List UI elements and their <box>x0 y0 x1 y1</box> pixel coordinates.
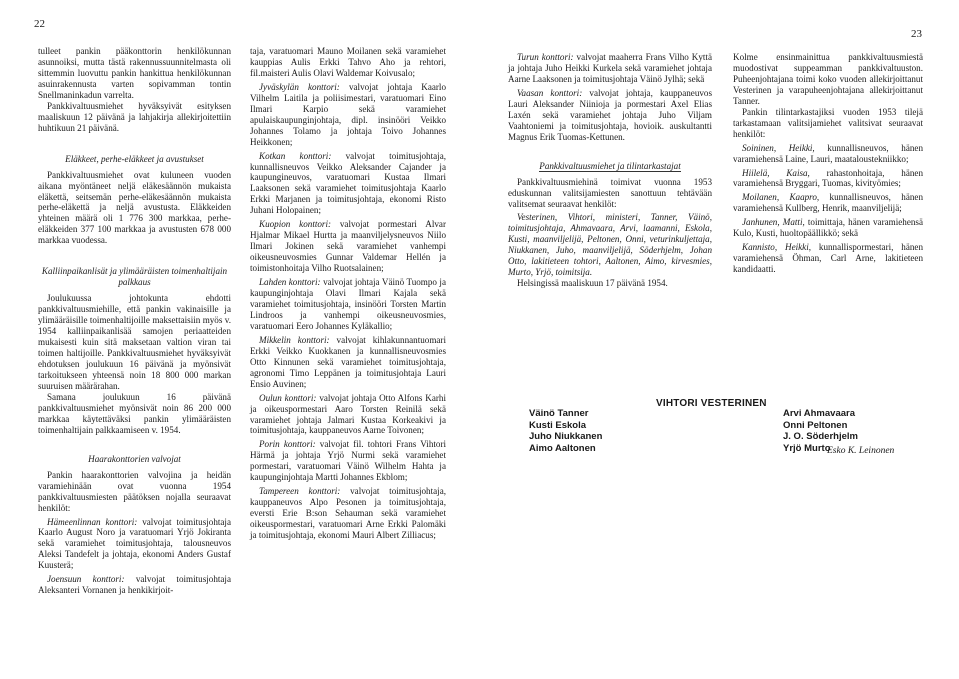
paragraph: Joensuun konttori: valvojat toimitusjohtaja Aleksanteri Vornanen ja henkikirjoit- <box>38 574 231 596</box>
signature-name: Väinö Tanner <box>529 408 589 419</box>
section-heading: Eläkkeet, perhe-eläkkeet ja avustukset <box>65 153 204 164</box>
signature-name: Arvi Ahmavaara <box>783 408 855 419</box>
office-name: Kotkan konttori: <box>259 150 332 161</box>
paragraph: Pankkivaltuusmiehet ovat kuluneen vuoden aikana myöntäneet neljä eläkesäännön mukaista eläkettä, seitsemän perhe-eläkesäännön mukaista perhe-eläkettä ja neljä avustusta. Eläkkeiden yhteinen määrä oli 1 776 300 markkaa, perhe-eläkkeiden 377 100 markkaa ja avustusten 678 000 markkaa vuodessa. <box>38 169 231 246</box>
column-3 <box>508 52 712 289</box>
office-name: Kuopion konttori: <box>259 219 332 230</box>
signature-name: Onni Peltonen <box>783 419 848 431</box>
office-name: Jyväskylän konttori: <box>259 81 340 92</box>
paragraph: Porin konttori: valvojat fil. tohtori Frans Vihtori Härmä ja johtaja Yrjö Nurmi sekä varamiehet pormestari, varatuomari Väinö Wilhelm Hahta ja kaupunginjohtaja Martti Johannes Ekblom; <box>250 439 446 483</box>
auditor-entry: Soininen, Heikki, kunnallisneuvos, hänen varamiehensä Laine, Lauri, maataloustekniikko; <box>733 142 923 164</box>
paragraph: Lahden konttori: valvojat johtaja Väinö Tuompo ja kaupunginjohtaja Olavi Ilmari Kajala sekä varamiehet toimitusjohtaja, insinööri Torsten Martin Lindroos ja vanhempi oikeusneuvosmies, varatuomari Eero Johannes Kyläkallio; <box>250 277 446 331</box>
signature-name: Aimo Aaltonen <box>529 442 596 454</box>
page-number-right: 23 <box>911 28 922 40</box>
auditor-entry: Janhunen, Matti, toimittaja, hänen varamiehensä Kulo, Kusti, huoltopäällikkö; sekä <box>733 217 923 239</box>
page-number-left: 22 <box>34 18 45 30</box>
auditor-name: Hiilelä, Kaisa, <box>742 167 810 178</box>
section-heading: Haarakonttorien valvojat <box>88 453 181 464</box>
signature-chair: VIHTORI VESTERINEN <box>656 398 767 409</box>
auditor-name: Kannisto, Heikki, <box>742 242 812 253</box>
paragraph: Turun konttori: valvojat maaherra Frans Vilho Kyttä ja johtaja Juho Heikki Kurkela sekä varamiehet johtaja Aarne Laaksonen ja toimitusjohtaja Väinö Jylhä; sekä <box>508 52 712 84</box>
auditor-name: Moilanen, Kaapro, <box>742 192 820 203</box>
signatures-left <box>529 408 602 454</box>
office-name: Joensuun konttori: <box>47 574 125 585</box>
paragraph: Kuopion konttori: valvojat pormestari Alvar Hjalmar Mikael Hurtta ja maanviljelysneuvos Niilo Ilmari Jokinen sekä varamiehet vanhempi oikeusneuvosmies Gunnar Valdemar Hellén ja toimistonhoitaja Vilho Ruotsalainen; <box>250 219 446 274</box>
office-name: Tampereen konttori: <box>259 486 341 497</box>
paragraph: Pankin haarakonttorien valvojina ja heidän varamiehinään ovat vuonna 1954 pankkivaltuusmiesten päätöksen nojalla seuraavat henkilöt: <box>38 469 231 513</box>
section-heading: Pankkivaltuusmiehet ja tilintarkastajat <box>539 160 681 171</box>
auditor-entry: Hiilelä, Kaisa, rahastonhoitaja, hänen varamiehensä Bryggari, Tuomas, kivityömies; <box>733 167 923 189</box>
column-1 <box>38 46 231 596</box>
signature-name: J. O. Söderhjelm <box>783 431 858 443</box>
auditor-entry: Moilanen, Kaapro, kunnallisneuvos, hänen varamiehensä Kullberg, Henrik, maanviljelijä; <box>733 192 923 214</box>
paragraph: Pankin tilintarkastajiksi vuoden 1953 tilejä tarkastamaan valitsijamiehet valitsivat seuraavat henkilöt: <box>733 106 923 139</box>
office-name: Turun konttori: <box>517 52 574 62</box>
paragraph: Pankkivaltuusmiehinä toimivat vuonna 1953 eduskunnan valitsijamiesten sanottuun tehtävään valitsemat seuraavat henkilöt: <box>508 176 712 209</box>
paragraph: Kotkan konttori: valvojat toimitusjohtaja, kunnallisneuvos Veikko Aleksander Cajander ja kaupungineuvos, varatuomari Kustaa Ilmari Laaksonen sekä varamiehet toimitusjohtaja Kaarlo Erkki Marjanen ja toimitusjohtaja, ekonomi Risto Juhani Holopainen; <box>250 150 446 216</box>
paragraph: Oulun konttori: valvojat johtaja Otto Alfons Karhi ja oikeuspormestari Aaro Torsten Reinilä sekä varamiehet johtaja Jalmari Kustaa Korkeakivi ja toimitusjohtaja, kauppaneuvos Aarne Toivonen; <box>250 392 446 436</box>
paragraph: Samana joulukuun 16 päivänä pankkivaltuusmiehet myönsivät noin 86 200 000 markkaa käytettäväksi pankin ylimääräisten toimenhaltijain palkkaamiseen v. 1954. <box>38 391 231 435</box>
column-4 <box>733 52 923 275</box>
secretary-signature: Esko K. Leinonen <box>827 446 895 456</box>
paragraph: Hämeenlinnan konttori: valvojat toimitusjohtaja Kaarlo August Noro ja varatuomari Yrjö Jokiranta sekä varamiehet toimitusjohtaja, talousneuvos Aleksi Tandefelt ja johtaja, ekonomi Anders Gustaf Kuusterä; <box>38 516 231 571</box>
signature-name: Kusti Eskola <box>529 419 587 431</box>
paragraph: Pankkivaltuusmiehet hyväksyivät esityksen maaliskuun 12 päivänä ja lahjakirja allekirjoitettiin huhtikuun 21 päivänä. <box>38 100 231 133</box>
column-2 <box>250 46 446 541</box>
paragraph: Mikkelin konttori: valvojat kihlakunnantuomari Erkki Veikko Kuokkanen ja kunnallisneuvosmies Otto Kinnunen sekä varamiehet toimitusjohtaja, agronomi Timo Leppänen ja toimitusjohtaja Lauri Ensio Auvinen; <box>250 334 446 389</box>
office-name: Vaasan konttori: <box>517 87 583 98</box>
paragraph: Joulukuussa johtokunta ehdotti pankkivaltuusmiehille, että pankin vakinaisille ja ylimääräisille toimenhaltijoille maksettaisiin myös v. 1954 kalliinpaikanlisää samojen periaatteiden mukaisesti kuin sitä maksetaan valtion viran tai toimen haltijoille. Pankkivaltuusmiehet hyväksyivät ehdotuksen joulukuun 16 päivänä ja myönsivät tarkoitukseen yhteensä noin 18 800 000 markan suuruisen määrärahan. <box>38 293 231 391</box>
office-name: Lahden konttori: <box>259 277 321 288</box>
signature-name: Juho Niukkanen <box>529 431 603 443</box>
paragraph: Jyväskylän konttori: valvojat johtaja Kaarlo Vilhelm Laitila ja poliisimestari, varatuomari Eino Ilmari Karpio sekä varamiehet apulaiskaupunginjohtaja, dipl. insinööri Veikko Johannes Tolamo ja johtaja Toivo Johannes Heikkonen; <box>250 81 446 147</box>
auditor-name: Soininen, Heikki, <box>742 142 815 153</box>
office-name: Hämeenlinnan konttori: <box>47 516 138 527</box>
signature-name: Yrjö Murto <box>783 442 831 454</box>
place-date: Helsingissä maaliskuun 17 päivänä 1954. <box>517 278 668 289</box>
auditor-entry: Kannisto, Heikki, kunnallispormestari, hänen varamiehensä Öhman, Carl Arne, lakitieteen kandidaatti. <box>733 242 923 275</box>
trustee-list: Vesterinen, Vihtori, ministeri, Tanner, Väinö, toimitusjohtaja, Ahmavaara, Arvi, laamanni, Eskola, Kusti, maanviljelijä, Peltonen, Onni, veturinkuljettaja, Niukkanen, Juho, maanviljelijä, Söderhjelm, Johan Otto, lakitieteen tohtori, Aaltonen, Aimo, kirvesmies, Murto, Yrjö, toimitsija. <box>508 212 712 278</box>
office-name: Oulun konttori: <box>259 392 317 403</box>
section-heading: Kalliinpaikanlisät ja ylimääräisten toimenhaltijain palkkaus <box>41 266 228 288</box>
office-name: Porin konttori: <box>259 439 316 450</box>
paragraph: taja, varatuomari Mauno Moilanen sekä varamiehet kauppias Aulis Erkki Tahvo Aho ja rehtori, fil.maisteri Aulis Olavi Waldemar Koivusalo; <box>250 46 446 78</box>
auditor-name: Janhunen, Matti, <box>742 217 805 228</box>
paragraph: Kolme ensinmainittua pankkivaltuusmiestä muodostivat suppeamman pankkivaltuuston. Puheenjohtajana toimi koko vuoden allekirjoittanut Vesterinen ja varapuheenjohtajana allekirjoittanut Tanner. <box>733 52 923 106</box>
office-name: Mikkelin konttori: <box>259 334 330 345</box>
paragraph: tulleet pankin pääkonttorin henkilökunnan asunnoiksi, mutta tästä rakennussuunnitelmasta oli sittemmin luovuttu pankin hankittua henkilökunnan asuinrakennusta varten sopivamman tontin Snellmaninkadun varrelta. <box>38 46 231 100</box>
paragraph: Vaasan konttori: valvojat johtaja, kauppaneuvos Lauri Aleksander Niinioja ja pormestari Axel Elias Laxén sekä varamiehet johtaja Juho Viljam Vaahtoniemi ja toimitusjohtaja, hovioik. auskultantti Magnus Erik Tuomas-Kettunen. <box>508 87 713 142</box>
paragraph: Tampereen konttori: valvojat toimitusjohtaja, kauppaneuvos Alpo Pesonen ja toimitusjohtaja, eversti Erie B:son Sehauman sekä varamiehet oikeuspormestari, varatuomari Arne Erkki Palomäki ja toimitusjohtaja, ekonomi Mauri Albert Zilliacus; <box>250 486 447 541</box>
